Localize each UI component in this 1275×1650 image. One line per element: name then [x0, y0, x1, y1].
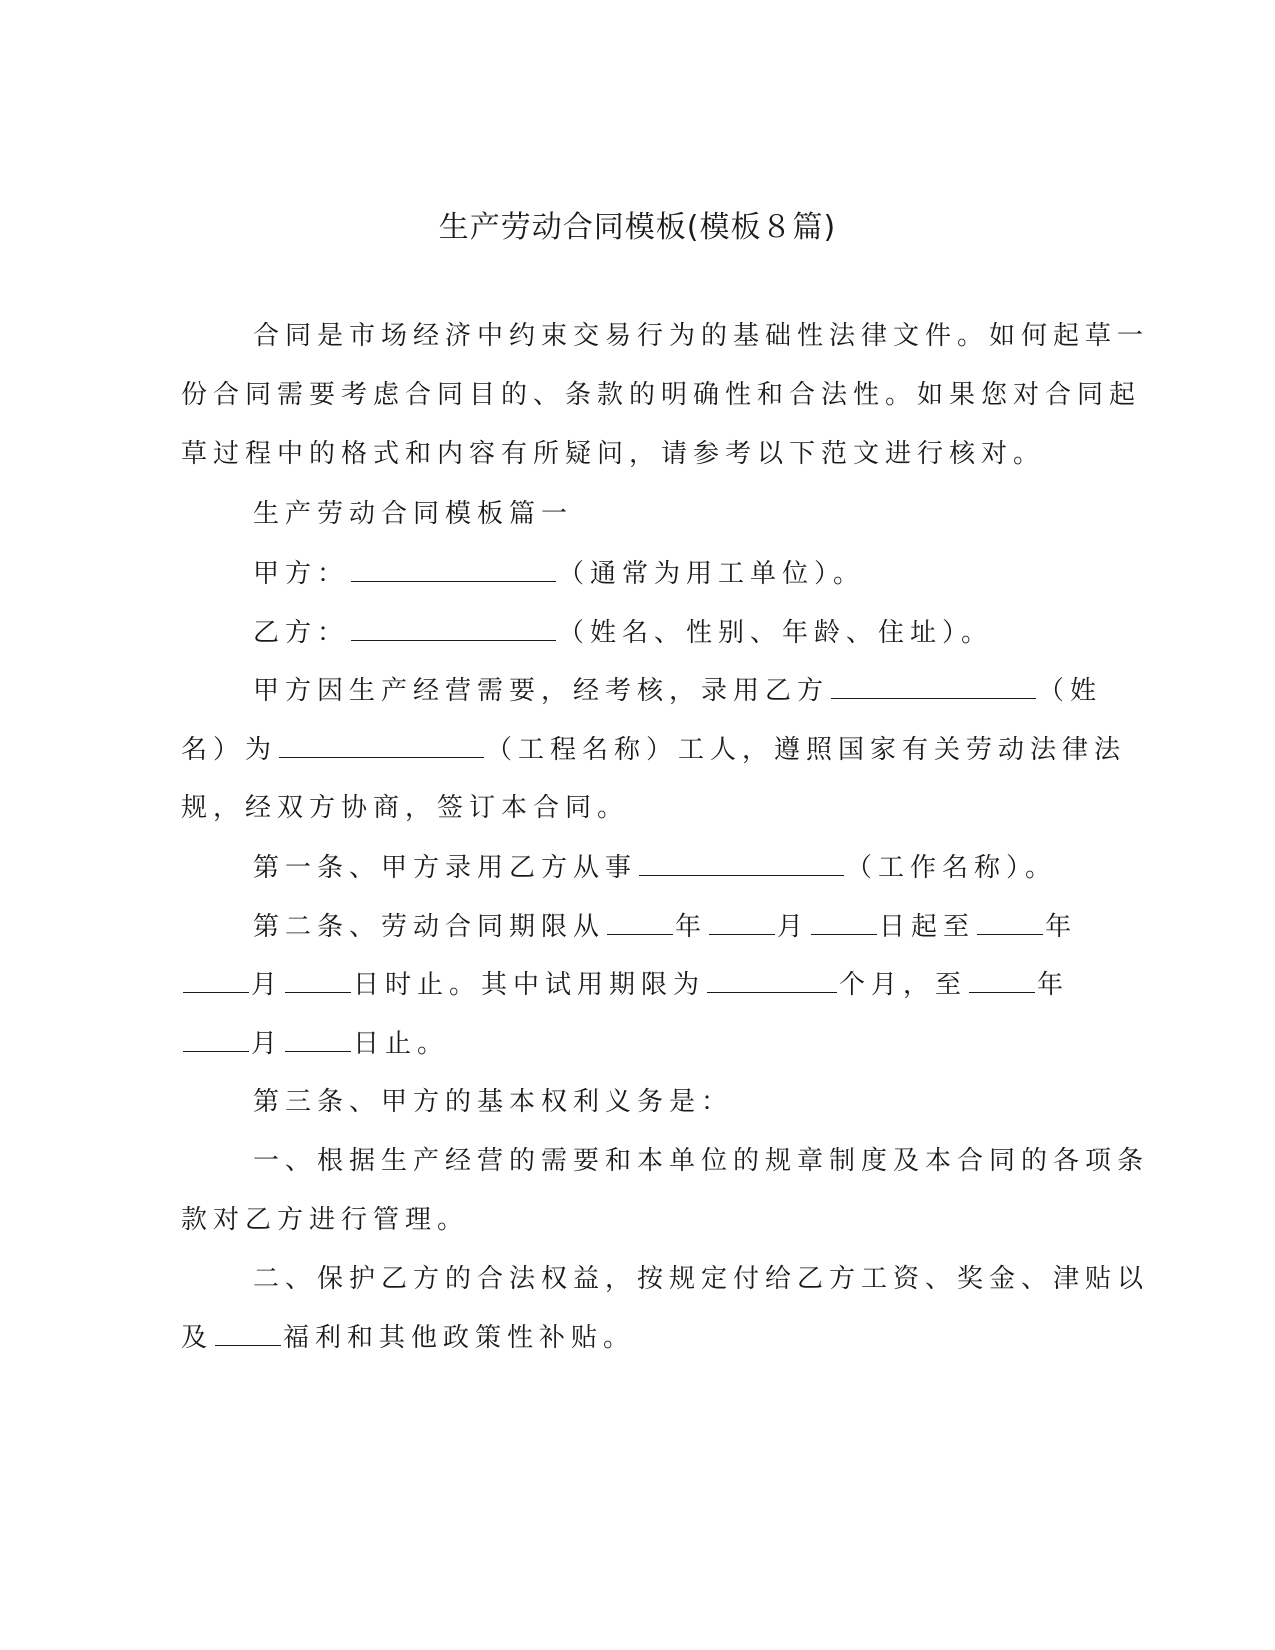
article-3-item-2-line-2 — [181, 1319, 635, 1356]
fill-blank — [351, 614, 556, 641]
article-3-text: 福利和其他政策性补贴。 — [283, 1323, 636, 1353]
intro-line-1: 合同是市场经济中约束交易行为的基础性法律文件。如何起草一 — [253, 321, 1150, 351]
hiring-text: （姓 — [1038, 676, 1103, 706]
article-2-text: 日时止。其中试用期限为 — [353, 970, 706, 1000]
fill-blank — [969, 966, 1035, 993]
fill-blank — [215, 1319, 281, 1346]
fill-blank — [831, 672, 1036, 699]
fill-blank — [183, 966, 249, 993]
party-b-label: 乙方： — [253, 618, 350, 648]
fill-blank — [285, 1025, 351, 1052]
party-a-label: 甲方： — [253, 559, 350, 589]
fill-blank — [351, 555, 556, 582]
fill-blank — [285, 966, 351, 993]
article-3-item-1-line-1: 一、根据生产经营的需要和本单位的规章制度及本合同的各项条 — [253, 1146, 1150, 1176]
hiring-text: （工程名称）工人，遵照国家有关劳动法律法 — [486, 735, 1127, 765]
document-title: 生产劳动合同模板(模板８篇) — [438, 210, 837, 245]
article-3-heading: 第三条、甲方的基本权利义务是： — [253, 1087, 734, 1117]
fill-blank — [183, 1025, 249, 1052]
article-1-line — [253, 849, 1057, 886]
article-2-text: 第二条、劳动合同期限从 — [253, 912, 606, 942]
party-b-line — [253, 614, 993, 651]
party-a-note: （通常为用工单位）。 — [558, 559, 866, 589]
hiring-line-3: 规，经双方协商，签订本合同。 — [181, 793, 630, 823]
fill-blank — [279, 731, 484, 758]
article-2-text: 月 — [251, 1029, 284, 1059]
hiring-line-2 — [181, 731, 1126, 768]
article-3-text: 及 — [181, 1323, 214, 1353]
fill-blank — [707, 966, 837, 993]
fill-blank — [639, 849, 844, 876]
article-2-line-3 — [181, 1025, 449, 1062]
article-2-text: 年 — [1045, 912, 1078, 942]
fill-blank — [977, 908, 1043, 935]
article-2-text: 年 — [675, 912, 708, 942]
intro-line-3: 草过程中的格式和内容有所疑问，请参考以下范文进行核对。 — [181, 439, 1046, 469]
article-1-text: 第一条、甲方录用乙方从事 — [253, 853, 638, 883]
fill-blank — [709, 908, 775, 935]
article-2-line-2 — [181, 966, 1069, 1003]
hiring-text: 名）为 — [181, 735, 278, 765]
party-a-line — [253, 555, 865, 592]
article-2-text: 年 — [1037, 970, 1070, 1000]
intro-line-2: 份合同需要考虑合同目的、条款的明确性和合法性。如果您对合同起 — [181, 380, 1142, 410]
article-1-text: （工作名称）。 — [846, 853, 1058, 883]
article-2-text: 日止。 — [353, 1029, 450, 1059]
article-2-line-1 — [253, 908, 1077, 945]
article-2-text: 月 — [251, 970, 284, 1000]
hiring-text: 甲方因生产经营需要，经考核，录用乙方 — [253, 676, 830, 706]
hiring-line-1 — [253, 672, 1102, 709]
fill-blank — [811, 908, 877, 935]
fill-blank — [607, 908, 673, 935]
article-2-text: 月 — [777, 912, 810, 942]
article-2-text: 日起至 — [879, 912, 976, 942]
party-b-note: （姓名、性别、年龄、住址）。 — [558, 618, 994, 648]
article-2-text: 个月，至 — [839, 970, 968, 1000]
article-3-item-2-line-1: 二、保护乙方的合法权益，按规定付给乙方工资、奖金、津贴以 — [253, 1264, 1150, 1294]
article-3-item-1-line-2: 款对乙方进行管理。 — [181, 1205, 470, 1235]
section-heading: 生产劳动合同模板篇一 — [253, 499, 574, 529]
